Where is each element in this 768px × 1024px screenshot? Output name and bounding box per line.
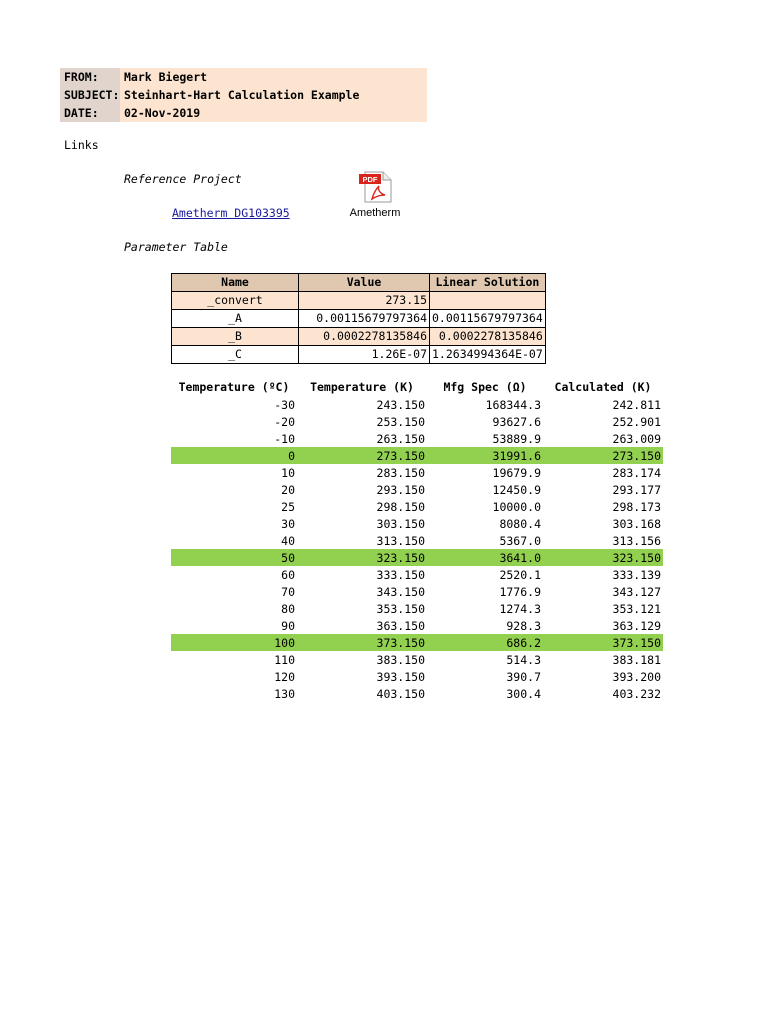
param-header-name: Name	[172, 274, 299, 292]
temp-c-cell: 130	[274, 686, 295, 701]
temp-c-cell: 100	[171, 634, 297, 651]
mfg-spec-cell: 19679.9	[492, 465, 541, 480]
calculated-cell: 303.168	[612, 516, 661, 531]
temp-c-cell: -10	[274, 431, 295, 446]
temp-c-cell: 10	[281, 465, 295, 480]
calculated-cell: 353.121	[612, 601, 661, 616]
mfg-spec-cell: 514.3	[506, 652, 541, 667]
temperature-table	[171, 378, 663, 702]
param-name: _convert	[172, 292, 299, 310]
from-value: Mark Biegert	[120, 68, 427, 86]
temp-c-cell: 25	[281, 499, 295, 514]
temp-c-cell: 120	[274, 669, 295, 684]
temperature-table-header	[171, 378, 663, 396]
calculated-cell: 323.150	[543, 549, 663, 566]
subject-value: Steinhart-Hart Calculation Example	[120, 86, 427, 104]
date-label: DATE:	[60, 104, 120, 122]
from-label: FROM:	[60, 68, 120, 86]
mfg-spec-cell: 686.2	[427, 634, 543, 651]
temp-c-cell: -30	[274, 397, 295, 412]
mfg-spec-cell: 12450.9	[492, 482, 541, 497]
param-header-linear: Linear Solution	[430, 274, 546, 292]
temp-c-cell: 0	[171, 447, 297, 464]
table-row	[171, 515, 663, 532]
header-temp-k: Temperature (K)	[310, 380, 414, 394]
table-row	[171, 651, 663, 668]
temp-k-cell: 253.150	[376, 414, 425, 429]
calculated-cell: 383.181	[612, 652, 661, 667]
temp-c-cell: 30	[281, 516, 295, 531]
temp-k-cell: 283.150	[376, 465, 425, 480]
mfg-spec-cell: 1274.3	[499, 601, 541, 616]
calculated-cell: 283.174	[612, 465, 661, 480]
temperature-table-body	[171, 396, 663, 702]
temp-k-cell: 403.150	[376, 686, 425, 701]
temp-c-cell: 110	[274, 652, 295, 667]
temp-k-cell: 273.150	[297, 447, 427, 464]
temp-k-cell: 243.150	[376, 397, 425, 412]
calculated-cell: 343.127	[612, 584, 661, 599]
param-value: 0.00115679797364	[299, 310, 430, 328]
table-row	[171, 549, 663, 566]
param-value: 273.15	[299, 292, 430, 310]
param-name: _B	[172, 328, 299, 346]
temp-k-cell: 343.150	[376, 584, 425, 599]
temp-c-cell: 40	[281, 533, 295, 548]
header-mfg-spec: Mfg Spec (Ω)	[443, 380, 527, 394]
table-row	[171, 498, 663, 515]
mfg-spec-cell: 300.4	[506, 686, 541, 701]
temp-c-cell: 20	[281, 482, 295, 497]
calculated-cell: 252.901	[612, 414, 661, 429]
pdf-caption: Ametherm	[349, 207, 401, 219]
calculated-cell: 298.173	[612, 499, 661, 514]
reference-project-link[interactable]: Ametherm DG103395	[172, 206, 290, 220]
param-row-b	[172, 328, 546, 346]
memo-from-row	[60, 68, 427, 86]
mfg-spec-cell: 53889.9	[492, 431, 541, 446]
calculated-cell: 273.150	[543, 447, 663, 464]
param-linear: 0.00115679797364	[430, 310, 546, 328]
date-value: 02-Nov-2019	[120, 104, 427, 122]
calculated-cell: 333.139	[612, 567, 661, 582]
memo-date-row	[60, 104, 427, 122]
temp-c-cell: 80	[281, 601, 295, 616]
param-linear: 1.2634994364E-07	[430, 346, 546, 364]
temp-k-cell: 293.150	[376, 482, 425, 497]
table-row	[171, 583, 663, 600]
memo-subject-row	[60, 86, 427, 104]
reference-project-label: Reference Project	[124, 172, 242, 186]
param-row-c	[172, 346, 546, 364]
table-row	[171, 600, 663, 617]
param-linear: 0.0002278135846	[430, 328, 546, 346]
table-row	[171, 668, 663, 685]
table-row	[171, 634, 663, 651]
temp-k-cell: 383.150	[376, 652, 425, 667]
table-row	[171, 396, 663, 413]
mfg-spec-cell: 93627.6	[492, 414, 541, 429]
table-row	[171, 566, 663, 583]
param-header-value: Value	[299, 274, 430, 292]
memo-header	[60, 68, 427, 122]
table-row	[171, 532, 663, 549]
mfg-spec-cell: 390.7	[506, 669, 541, 684]
pdf-badge-text: PDF	[362, 175, 378, 184]
calculated-cell: 242.811	[612, 397, 661, 412]
table-row	[171, 685, 663, 702]
temp-k-cell: 298.150	[376, 499, 425, 514]
pdf-file-icon	[355, 170, 395, 204]
mfg-spec-cell: 168344.3	[485, 397, 541, 412]
header-calculated: Calculated (K)	[554, 380, 652, 394]
mfg-spec-cell: 5367.0	[499, 533, 541, 548]
param-name: _A	[172, 310, 299, 328]
parameter-table-header	[172, 274, 546, 292]
calculated-cell: 263.009	[612, 431, 661, 446]
table-row	[171, 464, 663, 481]
temp-k-cell: 373.150	[297, 634, 427, 651]
temp-c-cell: -20	[274, 414, 295, 429]
calculated-cell: 403.232	[612, 686, 661, 701]
table-row	[171, 413, 663, 430]
mfg-spec-cell: 8080.4	[499, 516, 541, 531]
calculated-cell: 393.200	[612, 669, 661, 684]
temp-k-cell: 313.150	[376, 533, 425, 548]
header-temp-c: Temperature (ºC)	[178, 380, 290, 394]
param-name: _C	[172, 346, 299, 364]
temp-c-cell: 60	[281, 567, 295, 582]
param-value: 0.0002278135846	[299, 328, 430, 346]
links-heading: Links	[64, 138, 99, 152]
temp-k-cell: 263.150	[376, 431, 425, 446]
calculated-cell: 373.150	[543, 634, 663, 651]
param-row-convert	[172, 292, 546, 310]
param-row-a	[172, 310, 546, 328]
temp-c-cell: 90	[281, 618, 295, 633]
table-row	[171, 430, 663, 447]
mfg-spec-cell: 1776.9	[499, 584, 541, 599]
parameter-table-label: Parameter Table	[124, 240, 228, 254]
mfg-spec-cell: 3641.0	[427, 549, 543, 566]
temp-k-cell: 393.150	[376, 669, 425, 684]
temp-k-cell: 303.150	[376, 516, 425, 531]
temp-k-cell: 333.150	[376, 567, 425, 582]
temp-k-cell: 353.150	[376, 601, 425, 616]
param-linear	[430, 292, 546, 310]
mfg-spec-cell: 2520.1	[499, 567, 541, 582]
mfg-spec-cell: 10000.0	[492, 499, 541, 514]
param-value: 1.26E-07	[299, 346, 430, 364]
table-row	[171, 617, 663, 634]
table-row	[171, 481, 663, 498]
mfg-spec-cell: 928.3	[506, 618, 541, 633]
calculated-cell: 313.156	[612, 533, 661, 548]
pdf-attachment[interactable]	[344, 170, 406, 220]
subject-label: SUBJECT:	[60, 86, 120, 104]
calculated-cell: 293.177	[612, 482, 661, 497]
temp-c-cell: 50	[171, 549, 297, 566]
parameter-table	[171, 273, 546, 364]
mfg-spec-cell: 31991.6	[427, 447, 543, 464]
temp-k-cell: 363.150	[376, 618, 425, 633]
calculated-cell: 363.129	[612, 618, 661, 633]
temp-c-cell: 70	[281, 584, 295, 599]
temp-k-cell: 323.150	[297, 549, 427, 566]
table-row	[171, 447, 663, 464]
